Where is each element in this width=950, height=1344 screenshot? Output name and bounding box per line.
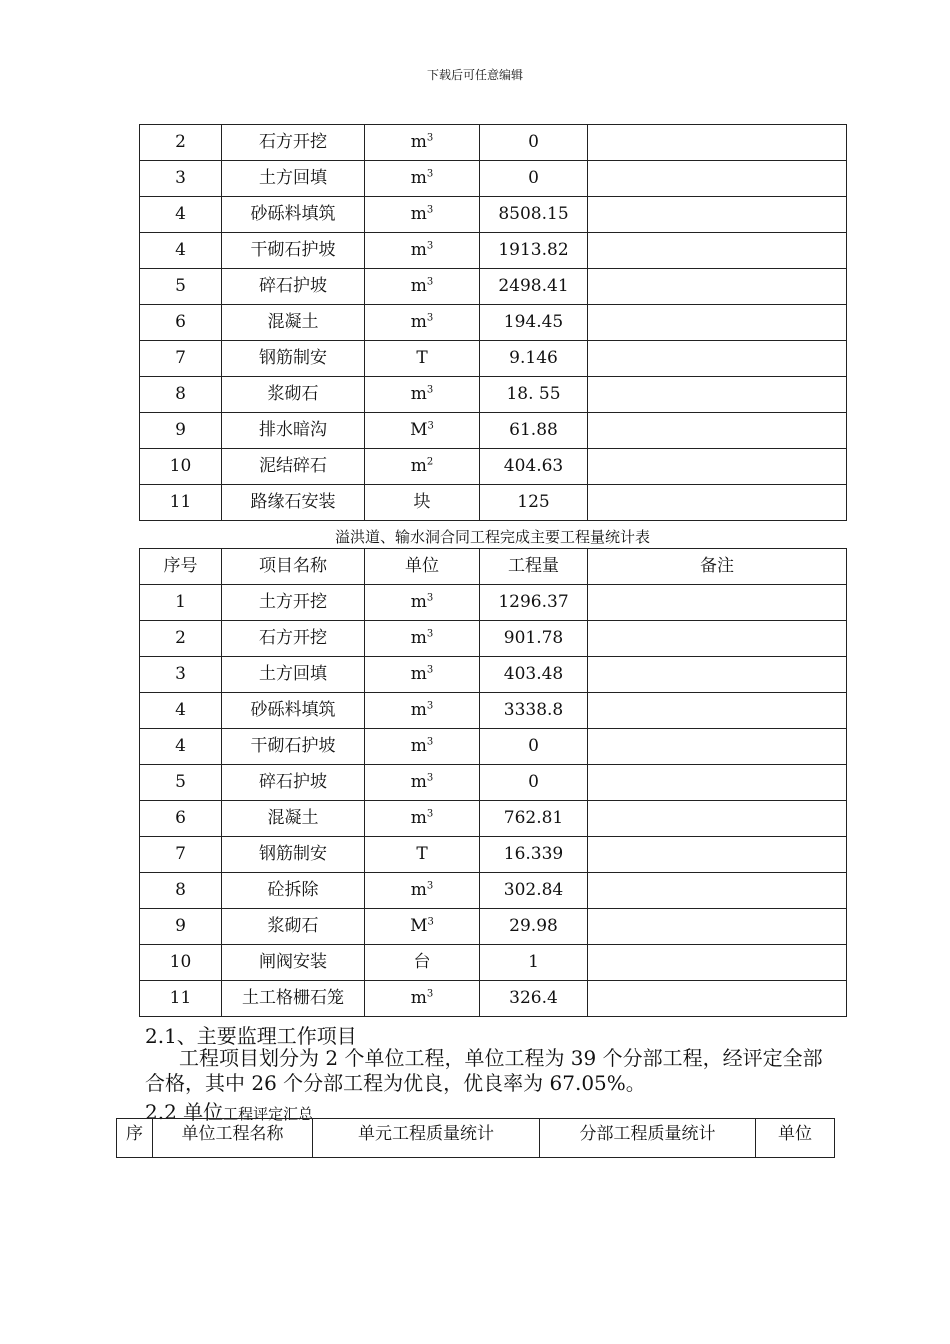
cell-name: 混凝土 [222, 801, 365, 837]
table-row [140, 413, 847, 449]
cell-name: 钢筋制安 [222, 837, 365, 873]
cell-qty: 29.98 [480, 909, 588, 945]
cell-qty: 404.63 [480, 449, 588, 485]
header-seq: 序 [117, 1119, 153, 1158]
cell-note [588, 945, 847, 981]
cell-unit [365, 729, 480, 765]
table-row [140, 981, 847, 1017]
cell-note [588, 413, 847, 449]
cell-qty: 1913.82 [480, 233, 588, 269]
cell-qty: 302.84 [480, 873, 588, 909]
cell-no: 7 [140, 837, 222, 873]
cell-name: 碎石护坡 [222, 765, 365, 801]
cell-no: 6 [140, 305, 222, 341]
section-title-small: 工程评定汇总 [223, 1105, 314, 1123]
cell-name: 土方回填 [222, 657, 365, 693]
cell-name: 砂砾料填筑 [222, 197, 365, 233]
unit-exponent: 3 [426, 592, 434, 604]
cell-qty: 9.146 [480, 341, 588, 377]
cell-name: 土方回填 [222, 161, 365, 197]
cell-note [588, 981, 847, 1017]
cell-qty: 326.4 [480, 981, 588, 1017]
unit-text: m [410, 988, 427, 1008]
cell-name: 土方开挖 [222, 585, 365, 621]
cell-no: 4 [140, 729, 222, 765]
cell-name: 石方开挖 [222, 621, 365, 657]
header-unit-project-name: 单位工程名称 [153, 1119, 313, 1158]
cell-unit [365, 621, 480, 657]
cell-note [588, 909, 847, 945]
header-note: 备注 [588, 549, 847, 585]
cell-no: 4 [140, 233, 222, 269]
section-paragraph: 工程项目划分为 2 个单位工程，单位工程为 39 个分部工程，经评定全部合格，其中 26 个分部工程为优良，优良率为 67.05%。 [145, 1046, 823, 1095]
unit-exponent: 3 [426, 988, 434, 1000]
cell-qty: 125 [480, 485, 588, 521]
section-title-large: 2.2 单位 [145, 1100, 224, 1124]
cell-unit [365, 873, 480, 909]
cell-note [588, 305, 847, 341]
cell-unit [365, 585, 480, 621]
table-row [140, 909, 847, 945]
unit-evaluation-table [116, 1118, 835, 1158]
cell-no: 11 [140, 981, 222, 1017]
section-title-2-1: 2.1、主要监理工作项目 [145, 1024, 357, 1048]
table-header-row [140, 549, 847, 585]
unit-text: T [416, 348, 428, 368]
cell-unit [365, 981, 480, 1017]
unit-exponent: 3 [426, 700, 434, 712]
cell-note [588, 657, 847, 693]
cell-name: 干砌石护坡 [222, 233, 365, 269]
cell-qty: 18. 55 [480, 377, 588, 413]
unit-exponent: 3 [426, 312, 434, 324]
table-row [140, 233, 847, 269]
unit-text: m [410, 384, 427, 404]
cell-unit [365, 909, 480, 945]
header-unit: 单位 [756, 1119, 835, 1158]
unit-exponent: 3 [426, 808, 434, 820]
unit-exponent: 3 [426, 736, 434, 748]
cell-no: 1 [140, 585, 222, 621]
cell-no: 10 [140, 449, 222, 485]
unit-text: m [410, 592, 427, 612]
unit-exponent: 3 [426, 664, 434, 676]
cell-no: 8 [140, 873, 222, 909]
table-row [140, 449, 847, 485]
cell-name: 砂砾料填筑 [222, 693, 365, 729]
cell-note [588, 449, 847, 485]
table-row [140, 341, 847, 377]
table-row [140, 873, 847, 909]
cell-no: 4 [140, 693, 222, 729]
unit-text: M [410, 420, 428, 440]
table-row [140, 377, 847, 413]
table-row [140, 837, 847, 873]
cell-no: 2 [140, 125, 222, 161]
cell-name: 干砌石护坡 [222, 729, 365, 765]
cell-unit [365, 233, 480, 269]
cell-no: 7 [140, 341, 222, 377]
cell-note [588, 161, 847, 197]
cell-note [588, 801, 847, 837]
cell-unit [365, 449, 480, 485]
cell-note [588, 341, 847, 377]
unit-exponent: 3 [426, 240, 434, 252]
cell-no: 3 [140, 161, 222, 197]
table-row [140, 729, 847, 765]
cell-no: 5 [140, 765, 222, 801]
cell-qty: 762.81 [480, 801, 588, 837]
cell-qty: 16.339 [480, 837, 588, 873]
cell-unit [365, 161, 480, 197]
cell-note [588, 837, 847, 873]
table-row [140, 765, 847, 801]
unit-text: m [410, 312, 427, 332]
cell-name: 石方开挖 [222, 125, 365, 161]
table-row [140, 801, 847, 837]
unit-text: m [410, 736, 427, 756]
cell-unit [365, 657, 480, 693]
table-row [140, 945, 847, 981]
table-row [140, 621, 847, 657]
cell-name: 钢筋制安 [222, 341, 365, 377]
cell-qty: 1296.37 [480, 585, 588, 621]
cell-note [588, 621, 847, 657]
cell-note [588, 765, 847, 801]
cell-name: 闸阀安装 [222, 945, 365, 981]
cell-unit [365, 269, 480, 305]
cell-qty: 194.45 [480, 305, 588, 341]
cell-unit [365, 197, 480, 233]
cell-no: 8 [140, 377, 222, 413]
header-unit: 单位 [365, 549, 480, 585]
cell-name: 泥结碎石 [222, 449, 365, 485]
table-row [140, 305, 847, 341]
unit-text: 块 [413, 492, 431, 512]
cell-note [588, 197, 847, 233]
unit-text: 台 [413, 952, 431, 972]
unit-text: m [410, 132, 427, 152]
cell-no: 11 [140, 485, 222, 521]
table-caption: 溢洪道、输水洞合同工程完成主要工程量统计表 [334, 528, 650, 546]
quantity-table-1 [139, 124, 847, 521]
cell-no: 2 [140, 621, 222, 657]
table-header-row [117, 1119, 835, 1158]
cell-unit [365, 413, 480, 449]
table-row [140, 125, 847, 161]
header-note: 下载后可任意编辑 [426, 68, 523, 82]
unit-exponent: 3 [427, 916, 434, 928]
cell-note [588, 269, 847, 305]
cell-unit [365, 377, 480, 413]
unit-text: m [410, 168, 427, 188]
cell-no: 5 [140, 269, 222, 305]
table-row [140, 485, 847, 521]
cell-unit [365, 485, 480, 521]
header-element-quality: 单元工程质量统计 [313, 1119, 540, 1158]
table-row [140, 161, 847, 197]
cell-note [588, 693, 847, 729]
table-row [140, 269, 847, 305]
unit-text: m [410, 204, 427, 224]
cell-no: 9 [140, 909, 222, 945]
unit-text: m [410, 772, 427, 792]
cell-qty: 0 [480, 161, 588, 197]
table-row [140, 657, 847, 693]
table-row [140, 197, 847, 233]
unit-exponent: 3 [426, 132, 434, 144]
unit-exponent: 3 [426, 168, 434, 180]
cell-note [588, 233, 847, 269]
cell-qty: 0 [480, 125, 588, 161]
cell-note [588, 485, 847, 521]
cell-unit [365, 945, 480, 981]
cell-qty: 0 [480, 765, 588, 801]
unit-text: M [410, 916, 428, 936]
cell-unit [365, 801, 480, 837]
cell-name: 碎石护坡 [222, 269, 365, 305]
unit-text: m [410, 240, 427, 260]
cell-no: 10 [140, 945, 222, 981]
cell-name: 浆砌石 [222, 377, 365, 413]
unit-text: m [410, 456, 427, 476]
cell-qty: 1 [480, 945, 588, 981]
unit-exponent: 3 [427, 420, 434, 432]
cell-unit [365, 693, 480, 729]
unit-exponent: 2 [426, 456, 434, 468]
unit-exponent: 3 [426, 880, 434, 892]
unit-text: m [410, 276, 427, 296]
cell-qty: 901.78 [480, 621, 588, 657]
cell-name: 混凝土 [222, 305, 365, 341]
unit-exponent: 3 [426, 204, 434, 216]
unit-text: m [410, 808, 427, 828]
cell-note [588, 125, 847, 161]
header-no: 序号 [140, 549, 222, 585]
cell-qty: 3338.8 [480, 693, 588, 729]
unit-exponent: 3 [426, 384, 434, 396]
cell-unit [365, 305, 480, 341]
cell-qty: 2498.41 [480, 269, 588, 305]
cell-note [588, 729, 847, 765]
cell-qty: 8508.15 [480, 197, 588, 233]
cell-no: 3 [140, 657, 222, 693]
cell-name: 砼拆除 [222, 873, 365, 909]
quantity-table-2 [139, 548, 847, 1017]
unit-text: m [410, 700, 427, 720]
cell-qty: 403.48 [480, 657, 588, 693]
cell-no: 6 [140, 801, 222, 837]
header-division-quality: 分部工程质量统计 [540, 1119, 756, 1158]
cell-name: 路缘石安装 [222, 485, 365, 521]
unit-text: m [410, 664, 427, 684]
unit-text: T [416, 844, 428, 864]
table-row [140, 585, 847, 621]
cell-note [588, 873, 847, 909]
cell-unit [365, 765, 480, 801]
unit-text: m [410, 628, 427, 648]
unit-exponent: 3 [426, 276, 434, 288]
cell-no: 9 [140, 413, 222, 449]
cell-qty: 0 [480, 729, 588, 765]
cell-unit [365, 341, 480, 377]
header-name: 项目名称 [222, 549, 365, 585]
cell-qty: 61.88 [480, 413, 588, 449]
unit-text: m [410, 880, 427, 900]
cell-no: 4 [140, 197, 222, 233]
cell-note [588, 377, 847, 413]
cell-name: 浆砌石 [222, 909, 365, 945]
cell-unit [365, 837, 480, 873]
cell-name: 排水暗沟 [222, 413, 365, 449]
table-row [140, 693, 847, 729]
header-qty: 工程量 [480, 549, 588, 585]
unit-exponent: 3 [426, 628, 434, 640]
cell-note [588, 585, 847, 621]
cell-name: 土工格栅石笼 [222, 981, 365, 1017]
cell-unit [365, 125, 480, 161]
unit-exponent: 3 [426, 772, 434, 784]
